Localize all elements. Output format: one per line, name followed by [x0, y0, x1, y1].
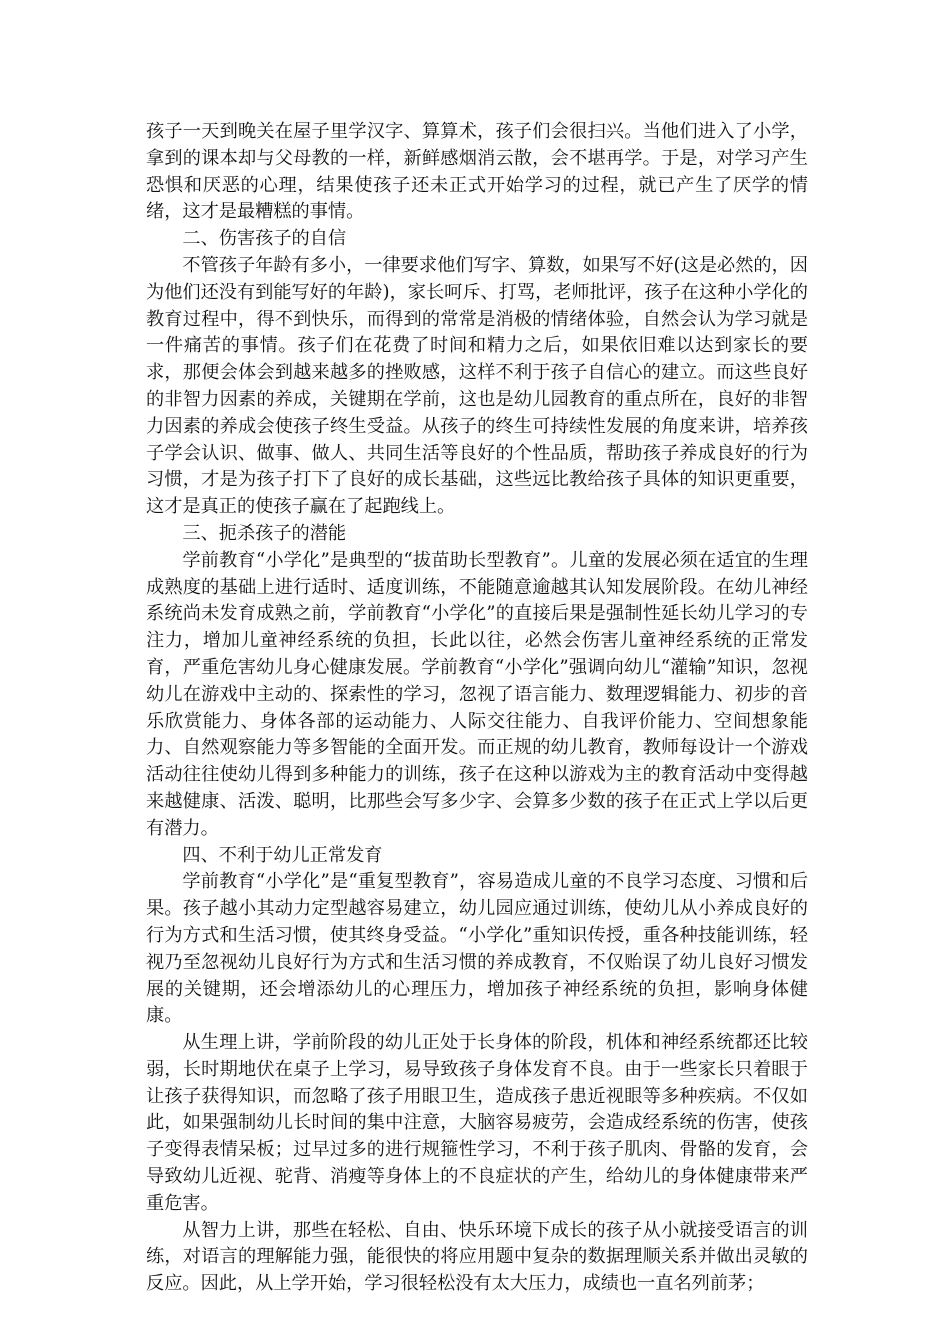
section-heading-2: 二、伤害孩子的自信 — [182, 228, 347, 250]
paragraph-1: 孩子一天到晚关在屋子里学汉字、算算术，孩子们会很扫兴。当他们进入了小学，拿到的课本却与父母教的一样，新鲜感烟消云散，会不堪再学。于是，对学习产生恐惧和厌恶的心理，结果使孩子还未正式开始学习的过程，就已产生了厌学的情绪，这才是最糟糕的事情。 — [146, 121, 808, 223]
paragraph-6: 从智力上讲，那些在轻松、自由、快乐环境下成长的孩子从小就接受语言的训练，对语言的理解能力强，能很快的将应用题中复杂的数据理顺关系并做出灵敏的反应。因此，从上学开始，学习很轻松没有太大压力，成绩也一直名列前茅； — [146, 1219, 808, 1295]
section-heading-3: 三、扼杀孩子的潜能 — [182, 522, 347, 544]
section-heading-4: 四、不利于幼儿正常发育 — [182, 844, 383, 866]
document-page — [146, 119, 808, 1298]
paragraph-3: 学前教育“小学化”是典型的“拔苗助长型教育”。儿童的发展必须在适宜的生理成熟度的基础上进行适时、适度训练，不能随意逾越其认知发展阶段。在幼儿神经系统尚未发育成熟之前，学前教育“小学化”的直接后果是强制性延长幼儿学习的专注力，增加儿童神经系统的负担，长此以往，必然会伤害儿童神经系统的正常发育，严重危害幼儿身心健康发展。学前教育“小学化”强调向幼儿“灌输”知识，忽视幼儿在游戏中主动的、探索性的学习，忽视了语言能力、数理逻辑能力、初步的音乐欣赏能力、身体各部的运动能力、人际交往能力、自我评价能力、空间想象能力、自然观察能力等多智能的全面开发。而正规的幼儿教育，教师每设计一个游戏活动往往使幼儿得到多种能力的训练，孩子在这种以游戏为主的教育活动中变得越来越健康、活泼、聪明，比那些会写多少字、会算多少数的孩子在正式上学以后更有潜力。 — [146, 549, 808, 839]
paragraph-2: 不管孩子年龄有多小，一律要求他们写字、算数，如果写不好(这是必然的，因为他们还没有到能写好的年龄)，家长呵斥、打骂，老师批评，孩子在这种小学化的教育过程中，得不到快乐，而得到的常常是消极的情绪体验，自然会认为学习就是一件痛苦的事情。孩子们在花费了时间和精力之后，如果依旧难以达到家长的要求，那便会体会到越来越多的挫败感，这样不利于孩子自信心的建立。而这些良好的非智力因素的养成，关键期在学前，这也是幼儿园教育的重点所在，良好的非智力因素的养成会使孩子终生受益。从孩子的终生可持续性发展的角度来讲，培养孩子学会认识、做事、做人、共同生活等良好的个性品质，帮助孩子养成良好的行为习惯，才是为孩子打下了良好的成长基础，这些远比教给孩子具体的知识更重要，这才是真正的使孩子赢在了起跑线上。 — [146, 254, 808, 518]
paragraph-4: 学前教育“小学化”是“重复型教育”，容易造成儿童的不良学习态度、习惯和后果。孩子越小其动力定型越容易建立，幼儿园应通过训练，使幼儿从小养成良好的行为方式和生活习惯，使其终身受益。“小学化”重知识传授，重各种技能训练，轻视乃至忽视幼儿良好行为方式和生活习惯的养成教育，不仅贻误了幼儿良好习惯发展的关键期，还会增添幼儿的心理压力，增加孩子神经系统的负担，影响身体健康。 — [146, 871, 808, 1027]
paragraph-5: 从生理上讲，学前阶段的幼儿正处于长身体的阶段，机体和神经系统都还比较弱，长时期地伏在桌子上学习，易导致孩子身体发育不良。由于一些家长只着眼于让孩子获得知识，而忽略了孩子用眼卫生，造成孩子患近视眼等多种疾病。不仅如此，如果强制幼儿长时间的集中注意，大脑容易疲劳，会造成经系统的伤害，使孩子变得表情呆板；过早过多的进行规箍性学习，不利于孩子肌肉、骨骼的发育，会导致幼儿近视、驼背、消瘦等身体上的不良症状的产生，给幼儿的身体健康带来严重危害。 — [146, 1032, 808, 1214]
